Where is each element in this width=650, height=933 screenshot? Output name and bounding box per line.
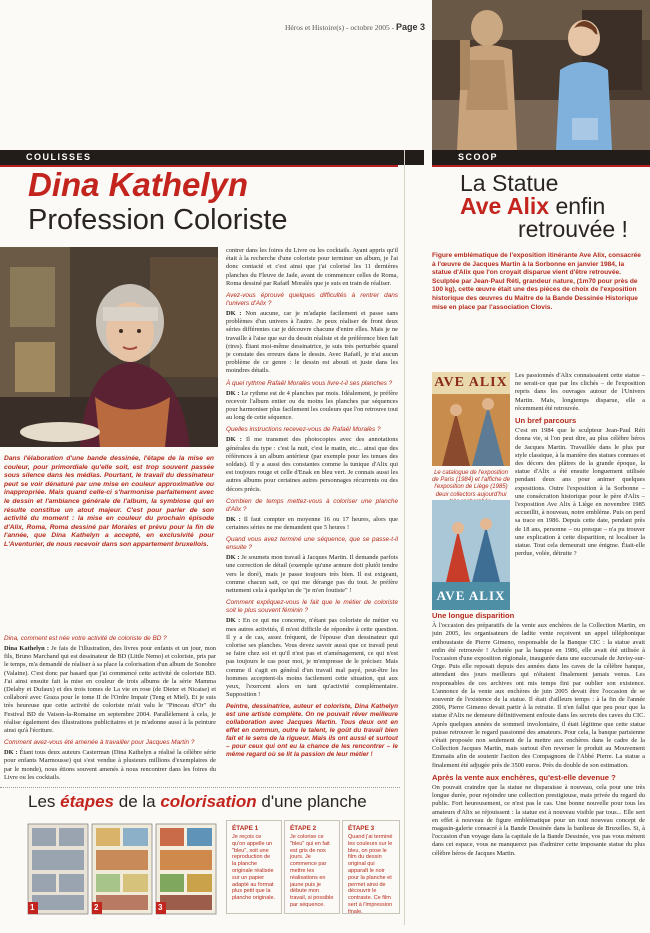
panel-number-3: 3 (158, 903, 163, 912)
interview-answer (4, 749, 216, 781)
article-conclusion: Peintre, dessinatrice, auteur et coloriste, Dina Kathelyn est une artiste complète. On ne pouvait rêver meilleure collaboration avec Jacques Martin. Tous deux ont en effet en commun, outre le talent, le goût du travail bien fait et le sens de la rigueur. Mais ils ont aussi et surtout – pour ceux qui ont eu la chance de les rencontrer – le même regard où se lit la passion de leur métier ! (226, 703, 398, 759)
scoop-title-red: Ave Alix (460, 193, 550, 219)
answer-text: Le rythme est de 4 planches par mois. Idéalement, je préfère recevoir l'album entier ou du moins les planches par séquences pour harmoniser plus facilement les couleurs que l'on retrouve tout au long de cette séquence. (226, 389, 398, 422)
scoop-subhead-disparition: Une longue disparition (432, 612, 515, 620)
steps-divider (0, 787, 400, 788)
article-column-2 (226, 247, 398, 781)
step-box-2 (284, 820, 340, 914)
interview-answer (4, 645, 216, 735)
header-text: Héros et Histoire(s) - octobre 2005 - (284, 23, 396, 32)
scoop-subhead-apres: Après la vente aux enchères, qu'est-elle devenue ? (432, 772, 616, 782)
article-title-name: Dina Kathelyn (28, 166, 249, 203)
interview-question: Avez-vous éprouvé quelques difficultés à rentrer dans l'univers d'Alix ? (226, 292, 398, 308)
step-2-heading: ÉTAPE 2 (290, 825, 317, 832)
poster-paris-image (432, 372, 510, 466)
interview-answer (226, 554, 398, 595)
scoop-tag-underline (432, 165, 650, 167)
interview-answer (226, 516, 398, 532)
panel-number-2: 2 (94, 903, 99, 912)
dina-kathelyn-photo (0, 247, 218, 447)
interview-answer (226, 390, 398, 423)
steps-title-b: étapes (60, 792, 115, 811)
step-box-3 (342, 820, 400, 914)
statue-photo (432, 0, 650, 150)
interview-question: Dina, comment est née votre activité de coloriste de BD ? (4, 635, 167, 642)
speaker-label: DK : (226, 617, 243, 625)
scoop-title-line3: retrouvée ! (518, 216, 628, 242)
answer-text: En ce qui me concerne, n'étant pas coloriste de métier vu mes autres activités, il m'est difficile de répondre à cette question. Il y a de cas, assez fréquent, de l'épouse d'un dessinateur qui colorise ses planches. Vous devez savoir aussi que ce travail peut se faire chez soi et qu'il n'est pas et n'aménagement, ce qui n'est pas toujours le cas pour moi, je m'empresse de le préciser. Mais comme il s'agit en général d'un travail mal payé, peut-être les hommes acceptent-ils moins facilement cette situation, qui aux yeux, l'exercent alors en tant qu'activité complémentaire. Supposition ! (226, 617, 398, 699)
step-3-heading: ÉTAPE 3 (348, 825, 375, 832)
interview-question: Quelles instructions recevez-vous de Rafaël Moralès ? (226, 426, 381, 434)
interview-question: Quand vous avez terminé une séquence, que se passe-t-il ensuite ? (226, 536, 398, 552)
speaker-label: DK : (226, 515, 244, 523)
paragraph: contrer dans les foires du Livre ou les cocktails. Ayant appris qu'il était à la recherche d'une coloriste pour terminer un album, je l'ai donc contacté et c'est ainsi que j'ai colorisé les 11 dernières planches du Fleuve de Jade, avant de commencer celles de Roma, Roma dessiné par Rafaël Moralès que je suis en train de réaliser. (226, 247, 398, 287)
scoop-lead: Figure emblématique de l'exposition itinérante Ave Alix, consacrée à l'œuvre de Jacques Martin à la Sorbonne en janvier 1984, la statue d'Alix que l'on croyait disparue vient d'être retrouvée. Sculptée par Jean-Paul Réti, grandeur nature, (1m70 pour près de 100 kg), cette œuvre était une des pièces de choix de l'exposition historique des œuvres du Maître de la Bande Dessinée Historique mise en place par l'association Clovis. (432, 252, 641, 311)
scoop-title-enfin: enfin (549, 193, 606, 219)
column-rule (404, 150, 405, 925)
steps-title-e: d'une planche (256, 792, 367, 811)
answer-text: Je fais de l'illustration, des livres pour enfants et un jour, mon fils, Bruno Marchand qui est dessinateur de BD (Little Nemo) et coloriste, pris par le temps, m'a demandé de réaliser à sa place la colorisation d'un album de Sonobre (Valaine). C'est donc par hasard que j'ai commencé cette activité de coloriste BD. J'ai ainsi ensuite fait la mise en couleur de trois albums de la série Mamma (Delaby et Dufaux) et des trois tomes de La vie en rose (de Dieter et Nicaise) et collaboré avec Graza pour le tome II de l'Ordre Impair (Teng et Miel). Et je suis très heureuse que cette activité de coloriste m'ait valu le "Pinceau d'Or" du Festival BD de Vaison-la-Romaine en septembre 2004. Parallèlement à cela, je réalise également des illustrations publicitaires et je m'adonne aussi à la peinture ainsi qu'à l'écriture. (4, 645, 216, 735)
answer-text: Je soumets mon travail à Jacques Martin. Il demande parfois une correction de détail (exemple qu'une armure doit plutôt tendre vers le doré), mais je passe toujours très bien. Il est exigeant, comme chacun sait, ce qui me dérange pas du tout. Je préfère nettement cela à quelqu'un de "je m'en foutiste" ! (226, 554, 398, 595)
scoop-column-upper (515, 372, 645, 612)
answer-text: Étant tous deux auteurs Casterman (Dina Kathelyn a réalisé la célèbre série pour enfants Marmousse) qui s'est vendue à plusieurs millions d'exemplaires de par le monde), nous étions souvent amenés à nous rencontrer dans les foires du Livre ou les cocktails. (4, 749, 216, 781)
interview-question: Comment expliquez-vous le fait que le métier de coloriste soit le plus souvent féminin ? (226, 599, 398, 615)
scoop-body-4: On pouvait craindre que la statue ne disparaisse à nouveau, cela pour une très longue durée, pour rejoindre une collection prestigieuse, mais privée du regard du public. Fort heureusement, ce n'est pas le cas. Une bonne nouvelle pour tous les amateurs d'Alix se réjouissent : la statue est à nouveau visible par tous... Elle sert en effet à nouveau de figure emblématique pour un tout nouveau concept de magasin-galerie consacré à la Bande Dessinée dans la banlieue de Bruxelles. Si, à l'occasion d'un voyage dans la capitale de la Bande Dessinée, vos pas vous mènent dans cet espace, vous ne manquerez pas d'admirer cette imposante statue du plus célèbre héros de Jacques Martin. (432, 784, 645, 857)
step-box-1 (226, 820, 282, 914)
steps-title-c: de la (114, 792, 161, 811)
scoop-title-line1: La Statue (460, 170, 559, 196)
step-1-text: Je reçois ce qu'on appelle un "bleu", soit une reproduction de la planche originale réalisée sur un papier adapté au format plus petit que la planche originale. (232, 834, 276, 902)
page-header (230, 22, 425, 32)
poster-caption: Le catalogue de l'exposition de Paris (1984) et l'affiche de l'exposition de Liège (1985) deux collectors aujourd'hui (432, 470, 510, 498)
panel-number-1: 1 (30, 903, 35, 912)
speaker-label: DK : (226, 389, 242, 397)
interview-answer (226, 617, 398, 699)
speaker-label: Dina Kathelyn : (4, 645, 52, 652)
answer-text: Il me transmet des photocopies avec des annotations générales du type : c'est la nuit, c'est le matin, etc... ainsi que des références à un album antérieur (par exemple pour les tenues des soldats). Il y a aussi des constantes comme la tunique d'Alix qui est toujours rouge et celle d'Enak en bleu vert. Je connais aussi les autres albums pour certaines autres personnages récurrents ou des décors précis. (226, 436, 398, 493)
poster-liege-image (432, 500, 510, 610)
article-lead: Dans l'élaboration d'une bande dessinée, l'étape de la mise en couleur, pour primordiale qu'elle soit, est trop souvent passée sous silence dans les médias. Pourtant, le travail du dessinateur peut se voir dénaturé par une mise en couleur approximative ou inappropriée. Mais quand celle-ci s'harmonise parfaitement avec le dessin et l'ambiance générale de l'album, la symbiose qui en résulte constitue un atout majeur. C'est pour parler de son activité du moment : la mise en couleur du prochain épisode d'Alix, Roma, Roma dessiné par Morales et prévu pour la fin de l'année, que Dina Kathelyn a accepté, en exclusivité pour L'Aventurier, de nous recevoir dans son appartement bruxellois. (4, 455, 214, 548)
speaker-label: DK : (226, 436, 247, 444)
answer-text: Il faut compter en moyenne 16 ou 17 heures, alors que certaines séries ne me demandent que 5 heures ! (226, 515, 398, 532)
speaker-label: DK : (226, 554, 242, 562)
section-tag-coulisses: COULISSES (0, 150, 424, 165)
interview-question: Combien de temps mettez-vous à coloriser une planche d'Alix ? (226, 497, 398, 513)
interview-question: À quel rythme Rafaël Moralès vous livre-t-il ses planches ? (226, 379, 393, 387)
page-number: Page 3 (395, 22, 425, 32)
section-tag-scoop: SCOOP (432, 150, 650, 165)
scoop-body-3: À l'occasion des préparatifs de la vente aux enchères de la Collection Martin, en juin 2005, les organisateurs de ladite vente reçoivent un appel téléphonique enthousiaste de Pierre Gimeno, responsable de la Banque CIC : la statue avait enfin été retrouvée ! Achetée par la banque en 1986, elle avait été utilisée à l'occasion d'une exposition régionale, inaugurée dans une succursale de Juvisy-sur-Orge. Puis elle reposait depuis des années dans les caves de la célèbre banque, attendant des jours meilleurs qui n'étaient finalement jamais venus. Les responsables de ces archives ont mis temps fini par oublier son existence. L'annonce de la vente aux enchères de juin 2005 devait être l'occasion de se souvenir de l'existence de la statue. Il était d'ailleurs temps : à la fin de l'année 2006, Pierre Gimeno devait partir à la retraite. Il n'en fallut que peu pour que la statue d'Alix ne demeure définitivement enfouie dans les secrets des caves du CIC. Après quelques années de sommeil involontaire, il était légitime que cette statue puisse retrouver le regard passionné des amateurs. Pour cela, la banque parisienne s'était proposée non seulement de la mettre aux enchères dans le cadre de la Collection Jacques Martin, mais surtout d'en reverser le produit au Mouvement Emmaüs afin de soutenir l'action des Compagnons de l'Abbé Pierre. La statue a finalement été adjugée près de 3500 euros. Près du double de son estimation. (432, 622, 645, 769)
scoop-subhead-parcours: Un bref parcours (515, 416, 577, 426)
interview-question: Comment avez-vous été amenée à travailler pour Jacques Martin ? (4, 739, 195, 747)
poster-top-title: AVE ALIX (434, 375, 508, 390)
step-3-text: Quand j'ai terminé les couleurs sur le bleu, on pose le film du dessin original qui apparaît le noir pour la planche et permet ainsi de découvrir le contraste. Ce film sert à l'impression finale. (348, 834, 393, 915)
interview-answer (226, 436, 398, 493)
scoop-body-1: Les passionnés d'Alix connaissaient cette statue –ne serait-ce que par les clichés – de l'exposition repris dans les ouvrages autour de l'Univers Martin. Mais, longtemps disparue, elle a récemment été retrouvée. (515, 372, 645, 412)
speaker-label: DK : (226, 310, 246, 318)
steps-title-d: colorisation (160, 792, 257, 811)
answer-text: Non aucune, car je m'adapte facilement et passe sans problèmes d'un univers à l'autre. Je peux réaliser de front deux séries différentes car je découvre chacune d'entre elles. Mais je ne travaille à l'aise que sur du dessin réaliste et de préférence bien fait (rires). Étant moi-même dessinatrice, je suis très perturbée quand je constate des erreurs dans le dessin. Avec Rafaël, je n'ai aucun problème de ce genre : le dessin est abouti et juste dans les moindres détails. (226, 310, 398, 375)
interview-answer (226, 310, 398, 376)
article-title-profession: Profession Coloriste (28, 204, 288, 236)
step-1-heading: ÉTAPE 1 (232, 825, 259, 832)
step-2-text: Je colorise ce "bleu" qui en fait est gris de nos jours. Je commence par mettre les réalisations en jaune puis je débute mon travail, si possible par séquence. (290, 834, 334, 908)
poster-bottom-title: AVE ALIX (436, 588, 506, 603)
colorisation-pages-image (26, 820, 220, 920)
scoop-body-2: C'est en 1984 que le sculpteur Jean-Paul Réti donna vie, si l'on peut dire, au plus célèbre héros de Jacques Martin. Travaillée dans le plus pur style classique, à la manière des statues connues et des décors des plâtres de la grande époque, la statue d'Alix a été ensuite longuement utilisée pendant deux ans pour animer quelques expositions. Outre l'exposition à la Sorbonne – une consécration historique pour le père d'Alix – l'exposition Ave Alix à Liège en novembre 1985 accueillit, à nouveau, notre emblème. Puis on perd sa trace en 1986. Depuis cette date, pendant près de 18 ans, personne – ou presque – n'a pu trouver une explication à cette disparition, ni localiser la statue. Tout cela demeurait une énigme. Était-elle perdue, volée, détruite ? (515, 427, 645, 558)
speaker-label: DK : (4, 749, 20, 757)
steps-title-a: Les (28, 792, 61, 811)
scoop-column-lower (432, 612, 645, 925)
steps-title (28, 792, 367, 812)
article-column-1 (4, 631, 216, 781)
